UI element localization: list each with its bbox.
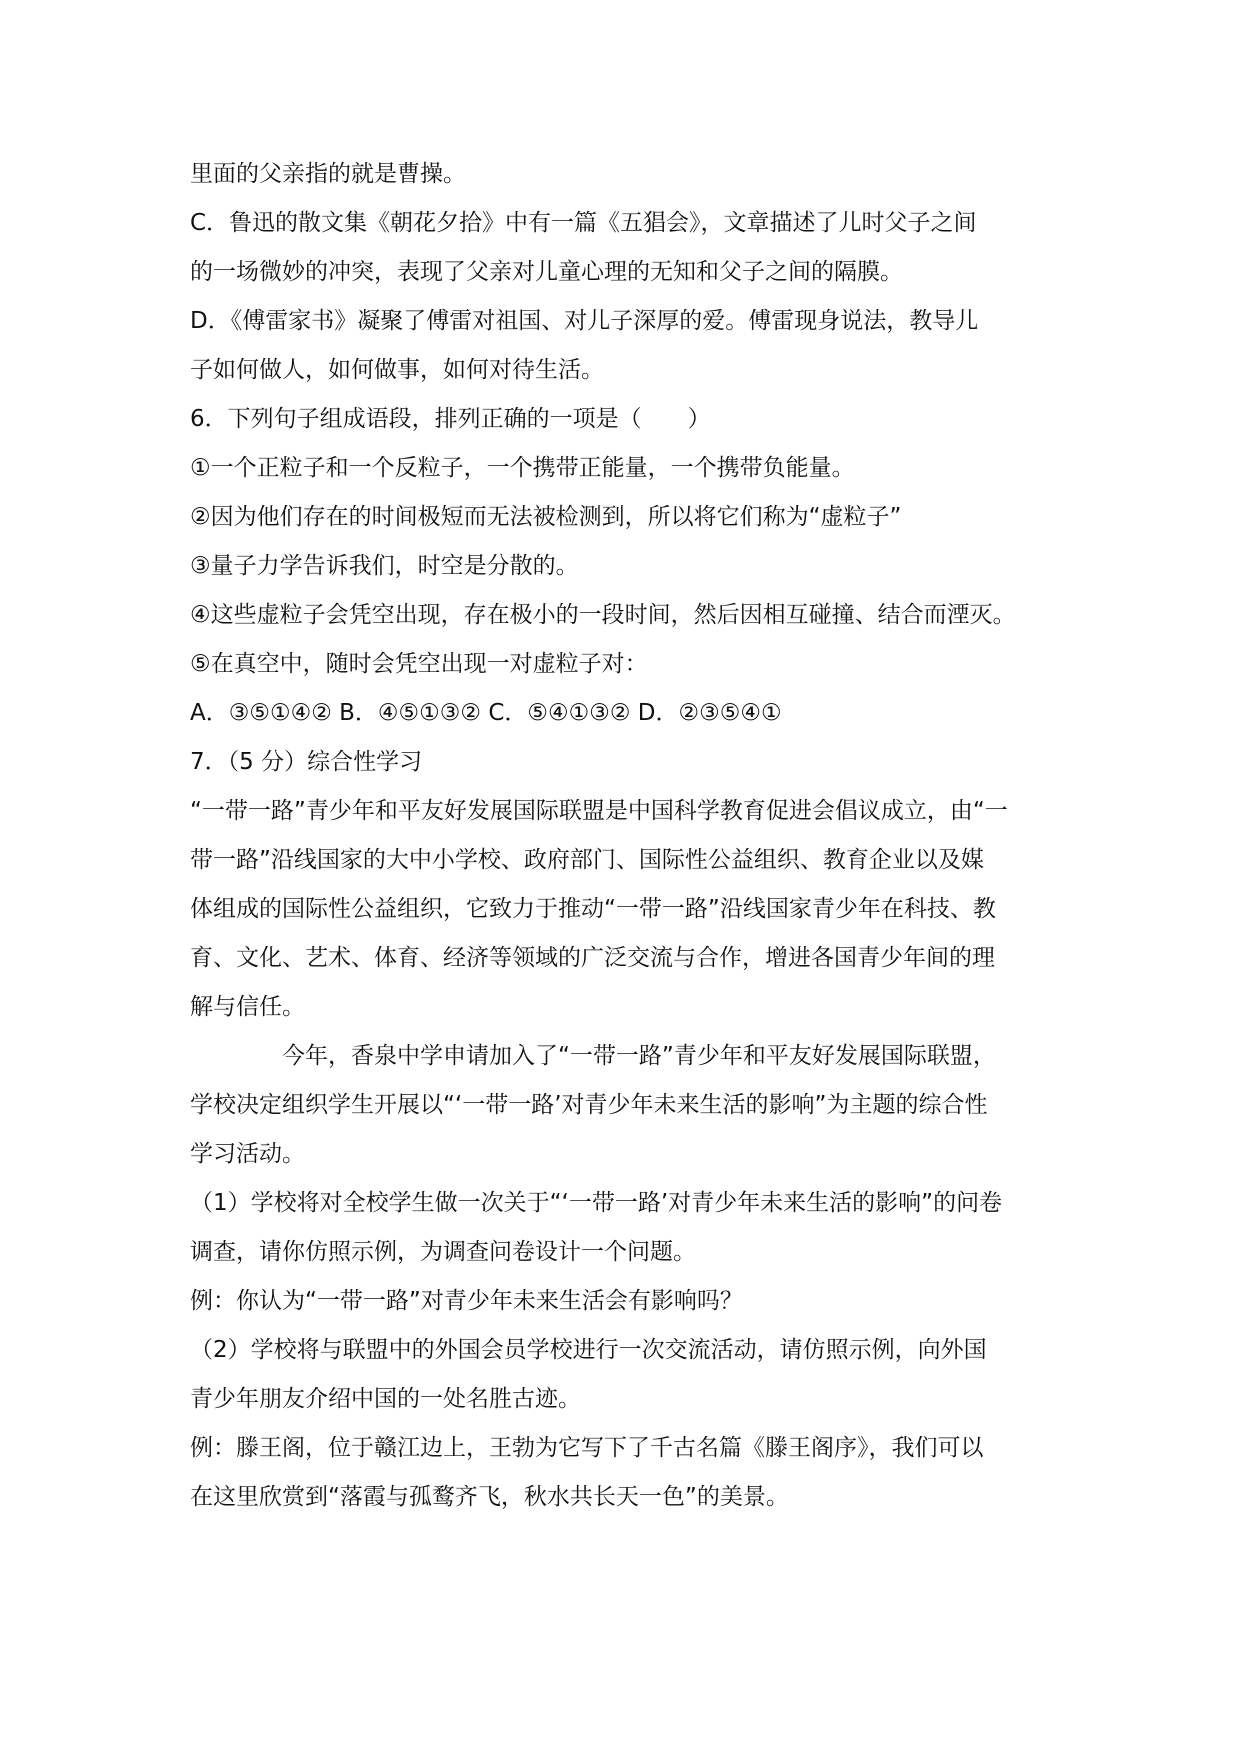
question-6: 6．下列句子组成语段，排列正确的一项是（ ）	[190, 406, 711, 432]
sentence-3: ③量子力学告诉我们，时空是分散的。	[190, 553, 579, 579]
text-line: 调查，请你仿照示例，为调查问卷设计一个问题。	[190, 1239, 696, 1265]
text-line: 在这里欣赏到“落霞与孤鹜齐飞，秋水共长天一色”的美景。	[190, 1484, 789, 1510]
example-1: 例：你认为“一带一路”对青少年未来生活会有影响吗？	[190, 1288, 743, 1314]
text-line: 学校决定组织学生开展以“‘一带一路’对青少年未来生活的影响”为主题的综合性	[190, 1092, 988, 1118]
text-line: 子如何做人，如何做事，如何对待生活。	[190, 357, 604, 383]
text-line: 育、文化、艺术、体育、经济等领域的广泛交流与合作，增进各国青少年间的理	[190, 945, 995, 971]
text-line: 解与信任。	[190, 994, 305, 1020]
text-line: 里面的父亲指的就是曹操。	[190, 161, 466, 187]
sentence-1: ①一个正粒子和一个反粒子，一个携带正能量，一个携带负能量。	[190, 455, 855, 481]
text-line: 青少年朋友介绍中国的一处名胜古迹。	[190, 1386, 581, 1412]
text-line: 带一路”沿线国家的大中小学校、政府部门、国际性公益组织、教育企业以及媒	[190, 847, 984, 873]
sentence-2: ②因为他们存在的时间极短而无法被检测到，所以将它们称为“虚粒子”	[190, 504, 902, 530]
text-line: 学习活动。	[190, 1141, 305, 1167]
option-d: D．《傅雷家书》凝聚了傅雷对祖国、对儿子深厚的爱。傅雷现身说法，教导儿	[190, 308, 979, 334]
sentence-4: ④这些虚粒子会凭空出现，存在极小的一段时间，然后因相互碰撞、结合而湮灭。	[190, 602, 1016, 628]
option-c: C．鲁迅的散文集《朝花夕拾》中有一篇《五猖会》，文章描述了儿时父子之间	[190, 210, 977, 236]
text-line: 今年，香泉中学申请加入了“一带一路”青少年和平友好发展国际联盟，	[282, 1043, 996, 1069]
text-line: 体组成的国际性公益组织，它致力于推动“一带一路”沿线国家青少年在科技、教	[190, 896, 996, 922]
text-line: “一带一路”青少年和平友好发展国际联盟是中国科学教育促进会倡议成立，由“一	[190, 798, 1008, 824]
sentence-5: ⑤在真空中，随时会凭空出现一对虚粒子对：	[190, 651, 648, 677]
answer-options: A．③⑤①④② B．④⑤①③② C．⑤④①③② D．②③⑤④①	[190, 700, 782, 726]
sub-question-1: （1）学校将对全校学生做一次关于“‘一带一路’对青少年未来生活的影响”的问卷	[190, 1190, 1003, 1216]
example-2: 例：滕王阁，位于赣江边上，王勃为它写下了千古名篇《滕王阁序》，我们可以	[190, 1435, 984, 1461]
document-body	[190, 150, 1060, 1522]
text-line: 的一场微妙的冲突，表现了父亲对儿童心理的无知和父子之间的隔膜。	[190, 259, 903, 285]
question-7: 7．（5 分）综合性学习	[190, 749, 423, 775]
sub-question-2: （2）学校将与联盟中的外国会员学校进行一次交流活动，请仿照示例，向外国	[190, 1337, 987, 1363]
